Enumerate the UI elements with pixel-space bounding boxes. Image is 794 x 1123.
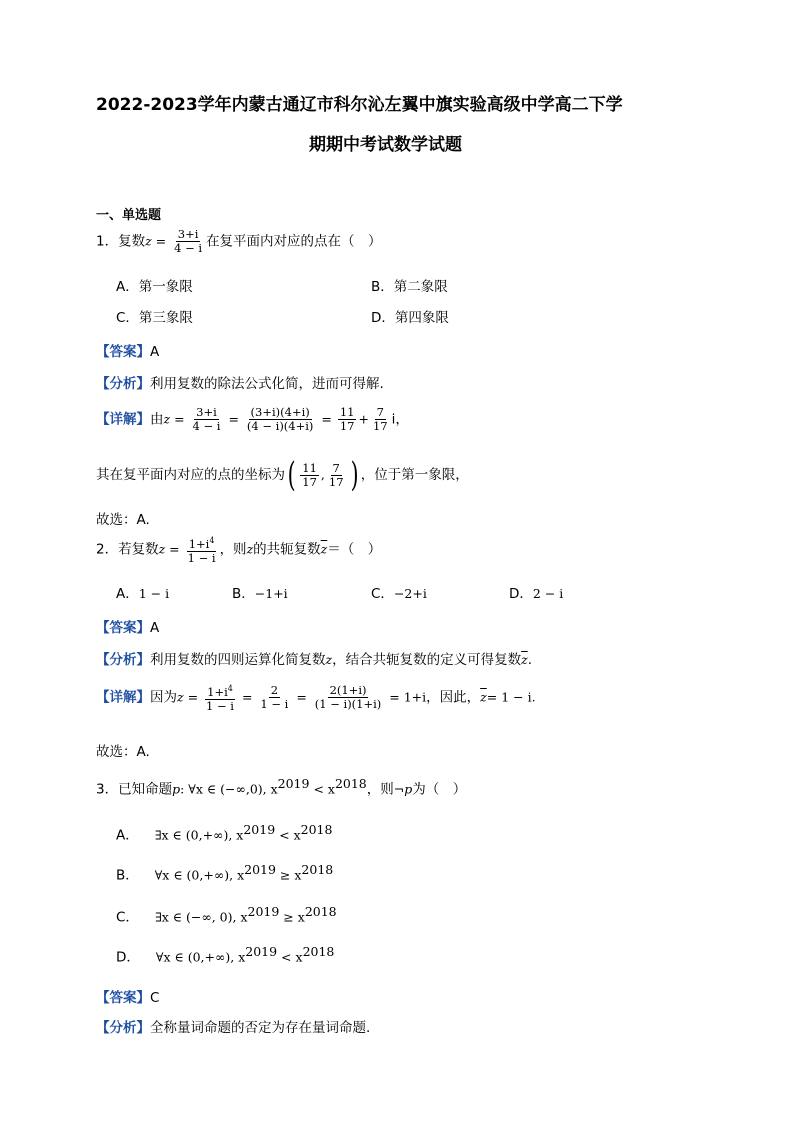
answer-tag: 【答案】 xyxy=(96,344,150,360)
q2-detail-frac1-sup: 4 xyxy=(227,684,233,693)
q2-frac-den: 1 − i xyxy=(187,550,216,565)
q1-detail-var: z xyxy=(163,411,171,427)
q1-analysis-text: 利用复数的除法公式化简，进而可得解. xyxy=(150,376,384,392)
q3-lt: < x xyxy=(309,781,335,797)
q2-detail-frac3-num: 2(1+i) xyxy=(329,682,367,697)
q1-option-c: C．第三象限 xyxy=(116,310,193,326)
q1-frac-den: 4 − i xyxy=(174,241,203,255)
q2-option-c-value: −2+i xyxy=(393,586,427,601)
q3-mid: ，则 xyxy=(366,781,394,798)
q2-option-c-label: C． xyxy=(371,586,394,602)
left-paren: ( xyxy=(287,455,296,495)
q2-detail-frac1 xyxy=(204,682,236,713)
q2-suffix: ＝（ ） xyxy=(327,541,382,558)
q1-fraction xyxy=(172,228,204,255)
detail-tag: 【详解】 xyxy=(96,411,150,428)
q1-eq: = xyxy=(151,233,171,249)
section-heading: 一、单选题 xyxy=(96,208,162,223)
q2-option-c xyxy=(371,582,427,602)
q1-detail-eq1: = xyxy=(170,411,189,427)
q1-detail-frac4-num: 7 xyxy=(376,405,384,419)
q2-frac-num-text: 1+i xyxy=(188,536,210,551)
answer-tag: 【答案】 xyxy=(96,620,150,636)
q1-coord-x xyxy=(300,462,319,489)
q1-analysis xyxy=(96,372,384,392)
comma: , xyxy=(320,467,325,482)
q2-detail-conj-var: $\overline{z}$ xyxy=(480,689,487,705)
q2-answer-value: A xyxy=(150,620,160,636)
q3-option-c-pre: ∃x ∈ (−∞, 0), x xyxy=(154,909,248,925)
q3-sup2: 2018 xyxy=(334,776,367,791)
q3-negp: ¬p xyxy=(393,781,413,797)
q3-analysis xyxy=(96,1016,370,1036)
q3-analysis-text: 全称量词命题的否定为存在量词命题. xyxy=(150,1020,371,1036)
q2-option-a-value: 1 − i xyxy=(138,586,170,601)
q3-answer xyxy=(96,986,159,1006)
q1-detail-plus: + xyxy=(358,411,369,427)
q2-detail-frac1-num xyxy=(205,682,235,700)
q1-frac-num: 3+i xyxy=(177,227,199,241)
q3-option-a-pre: ∃x ∈ (0,+∞), x xyxy=(154,827,244,843)
q2-conclusion: 故选：A. xyxy=(96,744,150,760)
q2-option-b-value: −1+i xyxy=(254,586,288,601)
q3-option-c xyxy=(116,904,337,926)
detail-tag: 【详解】 xyxy=(96,689,150,706)
answer-tag: 【答案】 xyxy=(96,990,150,1006)
q3-sup1: 2019 xyxy=(277,776,310,791)
q1-conclusion: 故选：A. xyxy=(96,512,150,528)
q2-detail-conj-value: = 1 − i. xyxy=(486,689,536,705)
q1-detail-frac1 xyxy=(191,406,223,433)
q1-coord-prefix: 其在复平面内对应的点的坐标为 xyxy=(96,467,285,483)
page-title-line2: 期期中考试数学试题 xyxy=(309,135,462,155)
q2-option-a-label: A． xyxy=(116,586,139,602)
q3-option-c-rel: ≥ x xyxy=(279,909,305,925)
q2-analysis-var: z xyxy=(325,652,333,667)
q1-detail-frac4-den: 17 xyxy=(372,419,388,433)
q2-mid2: 的共轭复数 xyxy=(253,541,321,558)
q2-detail-frac3 xyxy=(313,684,384,711)
q1-answer-value: A xyxy=(150,344,160,360)
q2-option-d-value: 2 − i xyxy=(532,586,564,601)
q1-detail-frac3-num: 11 xyxy=(339,405,355,419)
q1-detail-frac2 xyxy=(245,406,316,433)
q2-var: z xyxy=(158,541,166,557)
q3-option-b-pre: ∀x ∈ (0,+∞), x xyxy=(154,867,245,883)
question-1-stem xyxy=(96,228,382,255)
analysis-tag: 【分析】 xyxy=(96,1020,150,1036)
q3-answer-value: C xyxy=(150,990,160,1006)
q1-var: z xyxy=(145,233,152,249)
q2-detail-frac2 xyxy=(258,684,290,711)
q1-detail-suffix: i， xyxy=(391,411,409,428)
q3-option-b-label: B． xyxy=(116,867,139,884)
q3-option-d-s1: 2019 xyxy=(245,944,278,959)
q2-frac-num xyxy=(187,534,217,552)
q3-option-a-label: A． xyxy=(116,827,139,844)
q2-prefix: 2．若复数 xyxy=(96,541,159,558)
q1-prefix: 1．复数 xyxy=(96,233,146,250)
analysis-tag: 【分析】 xyxy=(96,376,150,392)
q3-option-b-rel: ≥ x xyxy=(275,867,302,883)
q2-detail-prefix: 因为 xyxy=(150,689,177,706)
q2-detail-mid: ，因此， xyxy=(426,689,481,706)
right-paren: ) xyxy=(350,455,359,495)
q1-detail-frac2-num: (3+i)(4+i) xyxy=(250,405,310,419)
q2-option-d-label: D． xyxy=(509,586,533,602)
q3-option-b-s1: 2019 xyxy=(244,862,276,877)
q1-coord-y-den: 17 xyxy=(328,474,344,489)
q2-analysis-a: 利用复数的四则运算化简复数 xyxy=(150,652,326,668)
q3-option-a-s2: 2018 xyxy=(300,822,333,837)
q3-option-d xyxy=(116,944,334,966)
q2-fraction xyxy=(186,534,218,565)
q3-option-c-label: C． xyxy=(116,909,139,926)
q1-detail-frac4 xyxy=(371,406,390,433)
q2-detail-frac3-den: (1 − i)(1+i) xyxy=(314,696,382,711)
q2-analysis-end: . xyxy=(527,652,532,668)
q2-analysis-b: ，结合共轭复数的定义可得复数 xyxy=(332,652,522,668)
q2-eq: = xyxy=(165,541,184,557)
q2-conj-var: $\overline{z}$ xyxy=(320,541,328,557)
q2-detail-eq4: = xyxy=(385,689,404,705)
q1-option-a: A．第一象限 xyxy=(116,279,193,295)
q2-var2: z xyxy=(246,541,254,557)
analysis-tag: 【分析】 xyxy=(96,652,150,668)
q1-detail-frac2-den: (4 − i)(4+i) xyxy=(246,419,314,433)
q2-analysis-conj: $\overline{z}$ xyxy=(521,652,528,667)
q1-coord-x-num: 11 xyxy=(302,460,317,475)
q2-option-a xyxy=(116,582,169,602)
q3-option-d-label: D． xyxy=(116,949,140,966)
q3-option-a-s1: 2019 xyxy=(243,822,276,837)
question-2-stem xyxy=(96,534,381,565)
q2-detail-eq2: = xyxy=(237,689,257,705)
q1-answer xyxy=(96,340,159,360)
q2-detail-var: z xyxy=(177,689,184,705)
q3-option-b xyxy=(116,862,333,884)
q1-detail-frac1-den: 4 − i xyxy=(192,419,221,433)
q1-suffix: 在复平面内对应的点在（ ） xyxy=(206,233,382,250)
q1-option-d: D．第四象限 xyxy=(371,310,449,326)
q2-detail-result: 1+i xyxy=(403,689,427,705)
q1-detail-frac1-num: 3+i xyxy=(196,405,217,419)
q2-detail-frac1-num-text: 1+i xyxy=(207,684,228,699)
q2-detail-frac2-den: 1 − i xyxy=(260,696,289,711)
q1-detail-frac3 xyxy=(338,406,357,433)
q3-option-a-rel: < x xyxy=(275,827,301,843)
q2-option-b-label: B． xyxy=(232,586,255,602)
q1-option-b: B．第二象限 xyxy=(371,279,448,295)
page-title-line1: 2022-2023学年内蒙古通辽市科尔沁左翼中旗实验高级中学高二下学 xyxy=(96,95,623,115)
q1-coord-y xyxy=(327,462,346,489)
q2-detail xyxy=(96,682,536,713)
q1-detail xyxy=(96,406,409,433)
q1-detail-eq3: = xyxy=(317,411,336,427)
q2-detail-frac1-den: 1 − i xyxy=(206,698,234,713)
q2-detail-eq3: = xyxy=(292,689,311,705)
q2-frac-num-sup: 4 xyxy=(209,536,215,545)
q3-prefix: 3．已知命题 xyxy=(96,781,173,798)
q2-analysis xyxy=(96,648,532,668)
q1-detail-eq2: = xyxy=(224,411,243,427)
q3-option-d-rel: < x xyxy=(277,949,303,965)
q3-option-d-s2: 2018 xyxy=(302,944,335,959)
q3-p: p xyxy=(172,781,181,797)
q2-mid: ，则 xyxy=(219,541,247,558)
q2-answer xyxy=(96,616,159,636)
q3-option-c-s2: 2018 xyxy=(304,904,337,919)
q3-option-b-s2: 2018 xyxy=(301,862,334,877)
q2-detail-frac2-num: 2 xyxy=(270,682,279,697)
q3-option-a xyxy=(116,822,332,844)
q2-option-b xyxy=(232,582,288,602)
q2-option-d xyxy=(509,582,563,602)
q1-coordinate-line xyxy=(96,455,469,495)
q1-detail-prefix: 由 xyxy=(150,411,164,428)
question-3-stem xyxy=(96,776,466,798)
q2-detail-eq1: = xyxy=(183,689,203,705)
q1-detail-frac3-den: 17 xyxy=(339,419,355,433)
q1-coord-y-num: 7 xyxy=(332,460,340,475)
q3-option-d-pre: ∀x ∈ (0,+∞), x xyxy=(155,949,246,965)
q3-option-c-s1: 2019 xyxy=(247,904,280,919)
q1-coord-suffix: ，位于第一象限， xyxy=(360,467,469,483)
q3-stmt: : ∀x ∈ (−∞,0), x xyxy=(180,781,278,797)
q3-suffix: 为（ ） xyxy=(412,781,467,798)
q1-coord-x-den: 17 xyxy=(302,474,317,489)
